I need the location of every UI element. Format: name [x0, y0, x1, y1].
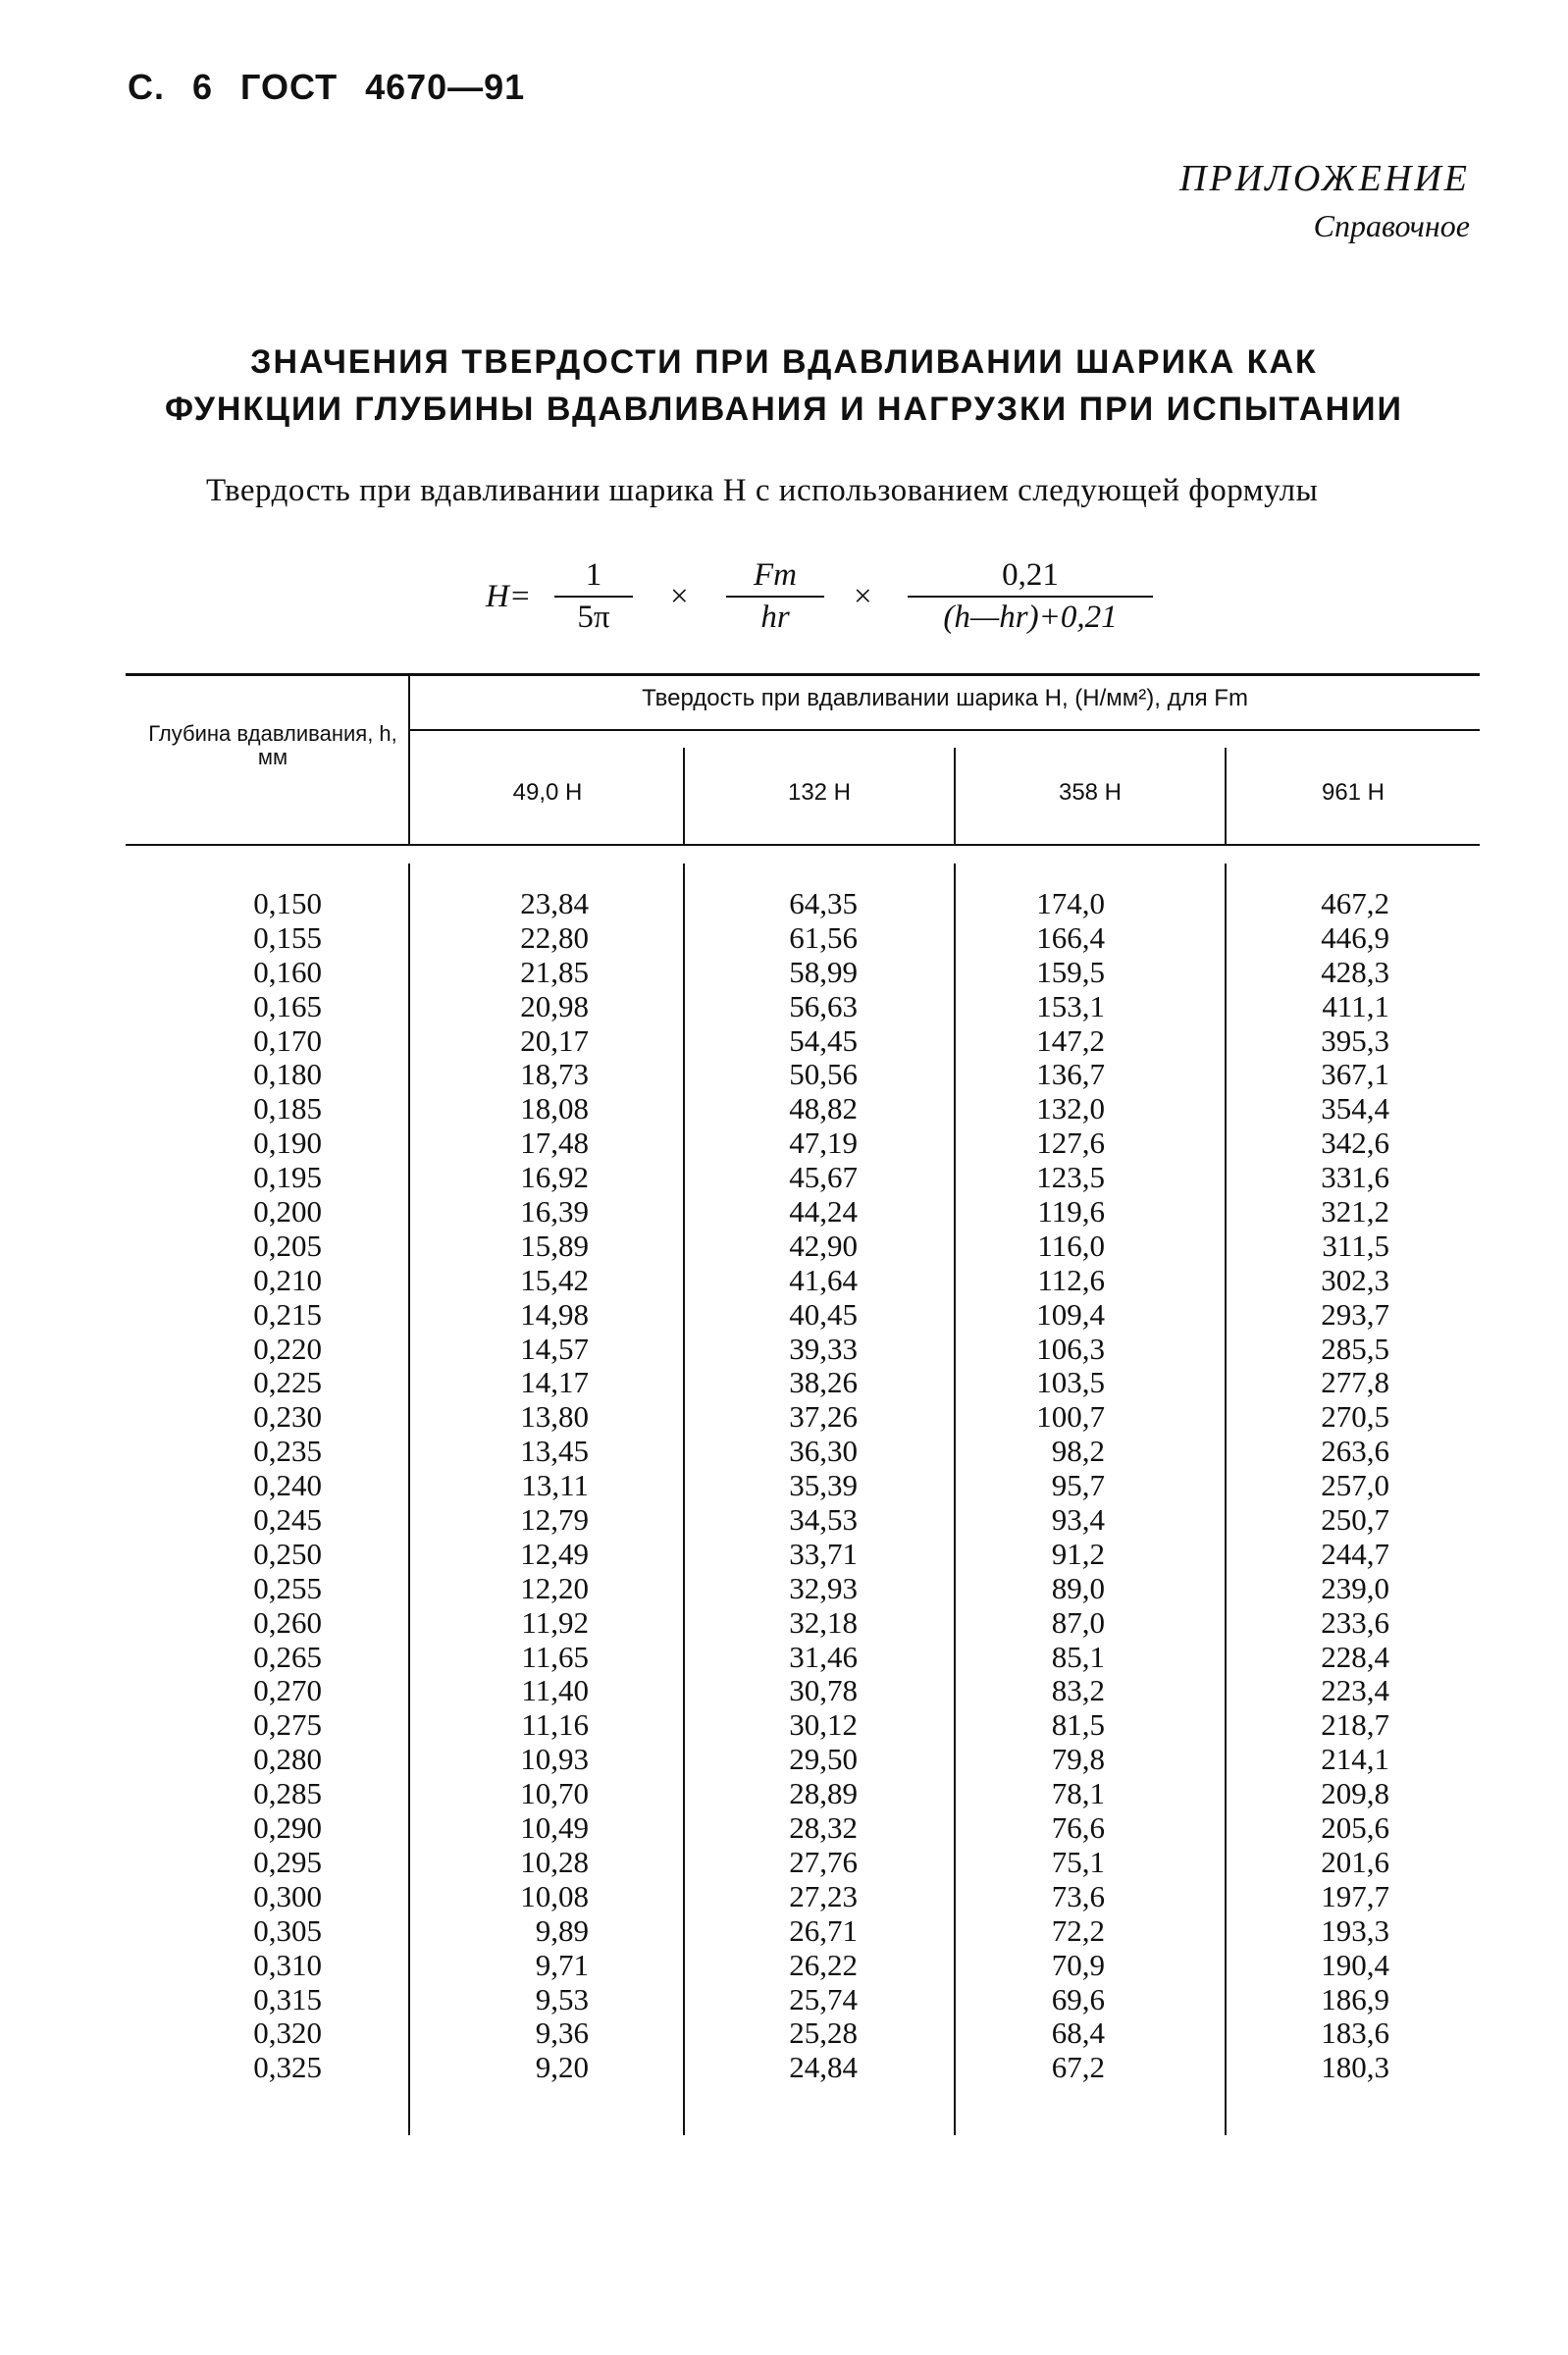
hardness-961-column	[1264, 887, 1389, 2085]
hardness-358-column	[989, 887, 1105, 2085]
formula-lhs: H=	[486, 579, 532, 614]
col-divider-body-1	[408, 864, 410, 2135]
table-cell-h358: 123,5	[1036, 1160, 1105, 1195]
table-cell-h961: 201,6	[1321, 1844, 1389, 1879]
appendix-label	[1179, 157, 1470, 244]
table-cell-h358: 87,0	[1051, 1604, 1105, 1640]
table-cell-h132: 26,71	[789, 1912, 858, 1948]
table-cell-h961: 293,7	[1321, 1296, 1389, 1332]
title-line-2: ФУНКЦИИ ГЛУБИНЫ ВДАВЛИВАНИЯ И НАГРУЗКИ ПРИ ИСПЫТАНИИ	[164, 391, 1403, 428]
table-cell-h49: 10,08	[520, 1878, 589, 1913]
table-cell-h358: 85,1	[1051, 1639, 1105, 1674]
table-cell-h961: 197,7	[1321, 1878, 1389, 1913]
table-cell-h132: 31,46	[789, 1639, 858, 1674]
table-cell-h49: 9,36	[535, 2015, 589, 2051]
table-cell-h358: 76,6	[1051, 1810, 1105, 1846]
table-cell-depth: 0,220	[253, 1331, 322, 1366]
table-cell-h132: 39,33	[789, 1331, 858, 1366]
table-cell-depth: 0,215	[253, 1296, 322, 1332]
load-header-132: 132 Н	[787, 779, 852, 806]
table-cell-h49: 10,49	[520, 1810, 589, 1846]
table-cell-h358: 136,7	[1036, 1057, 1105, 1092]
table-cell-h132: 25,74	[789, 1981, 858, 2016]
table-cell-depth: 0,235	[253, 1434, 322, 1469]
table-cell-depth: 0,155	[253, 919, 322, 955]
table-cell-h132: 27,76	[789, 1844, 858, 1879]
table-cell-depth: 0,180	[253, 1057, 322, 1092]
table-cell-h358: 109,4	[1036, 1296, 1105, 1332]
table-cell-h49: 12,49	[520, 1536, 589, 1571]
col-divider-header-1	[408, 673, 410, 844]
table-cell-h358: 95,7	[1051, 1468, 1105, 1503]
appendix-subtitle: Справочное	[1313, 208, 1470, 243]
table-cell-h358: 100,7	[1036, 1399, 1105, 1435]
table-cell-h358: 69,6	[1051, 1981, 1105, 2016]
table-cell-depth: 0,295	[253, 1844, 322, 1879]
table-cell-h358: 81,5	[1051, 1707, 1105, 1743]
formula-f2-numerator: Fm	[726, 557, 824, 598]
table-cell-h132: 38,26	[789, 1365, 858, 1400]
table-cell-depth: 0,255	[253, 1570, 322, 1605]
table-cell-h132: 30,78	[789, 1673, 858, 1708]
table-cell-h961: 183,6	[1321, 2015, 1389, 2051]
table-cell-h49: 22,80	[520, 919, 589, 955]
table-cell-h961: 228,4	[1321, 1639, 1389, 1674]
table-cell-h49: 13,80	[520, 1399, 589, 1435]
table-cell-h49: 17,48	[520, 1125, 589, 1161]
table-cell-h358: 166,4	[1036, 919, 1105, 955]
table-cell-h961: 428,3	[1321, 954, 1389, 989]
table-cell-depth: 0,305	[253, 1912, 322, 1948]
table-cell-h961: 277,8	[1321, 1365, 1389, 1400]
table-cell-h132: 30,12	[789, 1707, 858, 1743]
table-cell-depth: 0,210	[253, 1262, 322, 1297]
table-cell-h358: 78,1	[1051, 1776, 1105, 1811]
table-cell-h358: 103,5	[1036, 1365, 1105, 1400]
table-cell-h132: 25,28	[789, 2015, 858, 2051]
table-cell-h358: 116,0	[1037, 1228, 1105, 1263]
table-cell-h132: 29,50	[789, 1742, 858, 1777]
table-cell-h358: 98,2	[1051, 1434, 1105, 1469]
table-cell-depth: 0,165	[253, 988, 322, 1023]
table-cell-h358: 83,2	[1051, 1673, 1105, 1708]
depth-column-header: Глубина вдавливания, h, мм	[148, 721, 397, 769]
formula-times-2: ×	[854, 579, 872, 614]
table-cell-h961: 446,9	[1321, 919, 1389, 955]
table-cell-h132: 45,67	[789, 1160, 858, 1195]
table-cell-h49: 11,65	[521, 1639, 589, 1674]
table-cell-h49: 12,20	[520, 1570, 589, 1605]
table-cell-depth: 0,245	[253, 1502, 322, 1538]
table-cell-h961: 331,6	[1321, 1160, 1389, 1195]
table-cell-h961: 193,3	[1321, 1912, 1389, 1948]
table-cell-h49: 16,39	[520, 1194, 589, 1230]
table-cell-depth: 0,315	[253, 1981, 322, 2016]
table-cell-h132: 28,89	[789, 1776, 858, 1811]
table-cell-depth: 0,240	[253, 1468, 322, 1503]
table-cell-h49: 10,28	[520, 1844, 589, 1879]
table-cell-h961: 321,2	[1321, 1194, 1389, 1230]
load-header-961: 961 Н	[1321, 779, 1385, 806]
table-cell-depth: 0,310	[253, 1947, 322, 1982]
table-cell-h49: 14,98	[520, 1296, 589, 1332]
table-cell-depth: 0,205	[253, 1228, 322, 1263]
load-header-358: 358 Н	[1058, 779, 1123, 806]
col-divider-body-2	[683, 864, 685, 2135]
table-cell-h358: 72,2	[1051, 1912, 1105, 1948]
table-cell-h358: 119,6	[1037, 1194, 1105, 1230]
table-cell-h49: 16,92	[520, 1160, 589, 1195]
table-cell-depth: 0,230	[253, 1399, 322, 1435]
table-cell-h132: 33,71	[789, 1536, 858, 1571]
table-cell-h132: 64,35	[789, 886, 858, 920]
table-cell-depth: 0,270	[253, 1673, 322, 1708]
table-cell-h358: 75,1	[1051, 1844, 1105, 1879]
appendix-title: ПРИЛОЖЕНИЕ	[1179, 158, 1470, 199]
table-cell-h49: 11,92	[521, 1604, 589, 1640]
table-cell-depth: 0,260	[253, 1604, 322, 1640]
table-cell-depth: 0,275	[253, 1707, 322, 1743]
table-cell-depth: 0,290	[253, 1810, 322, 1846]
table-cell-h132: 54,45	[789, 1022, 858, 1058]
table-cell-depth: 0,160	[253, 954, 322, 989]
table-cell-h132: 24,84	[789, 2050, 858, 2085]
table-cell-h961: 244,7	[1321, 1536, 1389, 1571]
table-cell-h961: 467,2	[1321, 886, 1389, 920]
formula-fraction-2	[726, 557, 824, 636]
table-cell-h49: 11,40	[521, 1673, 589, 1708]
table-cell-depth: 0,195	[253, 1160, 322, 1195]
table-cell-h961: 223,4	[1321, 1673, 1389, 1708]
table-cell-h132: 36,30	[789, 1434, 858, 1469]
standard-number: 4670—91	[365, 67, 526, 107]
intro-paragraph: Твердость при вдавливании шарика H с использованием следующей формулы	[206, 473, 1319, 508]
table-cell-h132: 47,19	[789, 1125, 858, 1161]
table-cell-h49: 10,93	[520, 1742, 589, 1777]
table-cell-depth: 0,200	[253, 1194, 322, 1230]
table-cell-h49: 14,17	[520, 1365, 589, 1400]
table-cell-h961: 411,1	[1322, 988, 1389, 1023]
table-cell-h49: 20,17	[520, 1022, 589, 1058]
table-cell-h358: 132,0	[1036, 1091, 1105, 1126]
load-header-49: 49,0 Н	[512, 779, 583, 806]
table-cell-h132: 56,63	[789, 988, 858, 1023]
table-cell-h49: 20,98	[520, 988, 589, 1023]
hardness-formula	[486, 550, 1173, 657]
table-cell-h132: 28,32	[789, 1810, 858, 1846]
page-header	[128, 67, 552, 108]
table-cell-h961: 239,0	[1321, 1570, 1389, 1605]
formula-fraction-1	[554, 557, 633, 636]
table-cell-h961: 205,6	[1321, 1810, 1389, 1846]
header-bottom-rule	[126, 844, 1480, 846]
table-cell-h961: 270,5	[1321, 1399, 1389, 1435]
table-cell-h358: 68,4	[1051, 2015, 1105, 2051]
table-cell-h132: 50,56	[789, 1057, 858, 1092]
table-cell-h358: 112,6	[1037, 1262, 1105, 1297]
table-cell-h961: 302,3	[1321, 1262, 1389, 1297]
table-cell-h132: 27,23	[789, 1878, 858, 1913]
table-cell-h358: 159,5	[1036, 954, 1105, 989]
page-prefix: С.	[128, 67, 165, 107]
formula-fraction-3	[908, 557, 1153, 636]
standard-label: ГОСТ	[240, 67, 339, 107]
table-cell-h358: 127,6	[1036, 1125, 1105, 1161]
depth-column	[165, 887, 322, 2085]
table-cell-h358: 73,6	[1051, 1878, 1105, 1913]
table-cell-h961: 263,6	[1321, 1434, 1389, 1469]
table-cell-h132: 42,90	[789, 1228, 858, 1263]
table-cell-h49: 18,08	[520, 1091, 589, 1126]
formula-f3-denominator: (h—hr)+0,21	[943, 600, 1118, 635]
table-cell-h49: 13,11	[521, 1468, 589, 1503]
table-cell-h961: 214,1	[1321, 1742, 1389, 1777]
table-cell-h132: 40,45	[789, 1296, 858, 1332]
formula-f1-numerator: 1	[554, 557, 633, 598]
formula-f3-numerator: 0,21	[908, 557, 1153, 598]
group-header-rule	[410, 729, 1480, 731]
table-top-rule	[126, 673, 1480, 676]
table-cell-h961: 395,3	[1321, 1022, 1389, 1058]
table-cell-h358: 91,2	[1051, 1536, 1105, 1571]
table-cell-h49: 9,71	[535, 1947, 589, 1982]
table-cell-h961: 209,8	[1321, 1776, 1389, 1811]
table-cell-depth: 0,190	[253, 1125, 322, 1161]
table-cell-depth: 0,265	[253, 1639, 322, 1674]
table-cell-h49: 10,70	[520, 1776, 589, 1811]
formula-f1-denominator: 5π	[577, 600, 610, 635]
page-title	[0, 339, 1568, 433]
formula-f2-denominator: hr	[760, 600, 790, 635]
table-cell-depth: 0,320	[253, 2015, 322, 2051]
table-cell-h132: 35,39	[789, 1468, 858, 1503]
table-cell-h358: 174,0	[1036, 886, 1105, 920]
formula-times-1: ×	[670, 579, 689, 614]
table-cell-depth: 0,150	[253, 886, 322, 920]
page-number: 6	[192, 67, 214, 107]
table-cell-h49: 13,45	[520, 1434, 589, 1469]
table-cell-depth: 0,185	[253, 1091, 322, 1126]
table-cell-h961: 311,5	[1322, 1228, 1389, 1263]
table-cell-h961: 190,4	[1321, 1947, 1389, 1982]
table-cell-h132: 32,93	[789, 1570, 858, 1605]
table-cell-h132: 41,64	[789, 1262, 858, 1297]
table-cell-h961: 354,4	[1321, 1091, 1389, 1126]
table-cell-h961: 186,9	[1321, 1981, 1389, 2016]
table-cell-h132: 26,22	[789, 1947, 858, 1982]
table-cell-h132: 48,82	[789, 1091, 858, 1126]
table-cell-h49: 11,16	[521, 1707, 589, 1743]
table-cell-h358: 106,3	[1036, 1331, 1105, 1366]
table-cell-h358: 67,2	[1051, 2050, 1105, 2085]
table-cell-h132: 58,99	[789, 954, 858, 989]
table-cell-h961: 180,3	[1321, 2050, 1389, 2085]
table-cell-h49: 12,79	[520, 1502, 589, 1538]
table-cell-h961: 250,7	[1321, 1502, 1389, 1538]
col-divider-body-4	[1225, 864, 1227, 2135]
table-cell-depth: 0,300	[253, 1878, 322, 1913]
table-cell-h49: 14,57	[520, 1331, 589, 1366]
table-cell-depth: 0,225	[253, 1365, 322, 1400]
table-cell-h132: 44,24	[789, 1194, 858, 1230]
table-cell-depth: 0,250	[253, 1536, 322, 1571]
table-cell-h961: 218,7	[1321, 1707, 1389, 1743]
hardness-49-column	[449, 887, 589, 2085]
col-divider-body-3	[954, 864, 956, 2135]
table-cell-h358: 79,8	[1051, 1742, 1105, 1777]
table-cell-h132: 61,56	[789, 919, 858, 955]
table-cell-depth: 0,285	[253, 1776, 322, 1811]
table-cell-h49: 15,42	[520, 1262, 589, 1297]
table-cell-h49: 15,89	[520, 1228, 589, 1263]
table-cell-depth: 0,280	[253, 1742, 322, 1777]
table-cell-h132: 34,53	[789, 1502, 858, 1538]
table-cell-h132: 37,26	[789, 1399, 858, 1435]
table-cell-depth: 0,170	[253, 1022, 322, 1058]
table-cell-h358: 89,0	[1051, 1570, 1105, 1605]
table-cell-h49: 18,73	[520, 1057, 589, 1092]
table-cell-h358: 70,9	[1051, 1947, 1105, 1982]
hardness-group-header: Твердость при вдавливании шарика H, (Н/мм²), для Fm	[642, 685, 1248, 711]
table-cell-h358: 93,4	[1051, 1502, 1105, 1538]
table-cell-h49: 21,85	[520, 954, 589, 989]
table-cell-h961: 367,1	[1321, 1057, 1389, 1092]
table-cell-depth: 0,325	[253, 2050, 322, 2085]
table-cell-h358: 147,2	[1036, 1022, 1105, 1058]
hardness-132-column	[714, 887, 858, 2085]
title-line-1: ЗНАЧЕНИЯ ТВЕРДОСТИ ПРИ ВДАВЛИВАНИИ ШАРИКА КАК	[250, 343, 1318, 381]
table-cell-h49: 9,89	[535, 1912, 589, 1948]
table-cell-h49: 9,53	[535, 1981, 589, 2016]
table-cell-h961: 233,6	[1321, 1604, 1389, 1640]
table-cell-h132: 32,18	[789, 1604, 858, 1640]
table-cell-h49: 23,84	[520, 886, 589, 920]
hardness-table	[126, 673, 1480, 2135]
table-cell-h961: 285,5	[1321, 1331, 1389, 1366]
table-cell-h961: 257,0	[1321, 1468, 1389, 1503]
table-cell-h358: 153,1	[1036, 988, 1105, 1023]
table-cell-h49: 9,20	[535, 2050, 589, 2085]
table-cell-h961: 342,6	[1321, 1125, 1389, 1161]
